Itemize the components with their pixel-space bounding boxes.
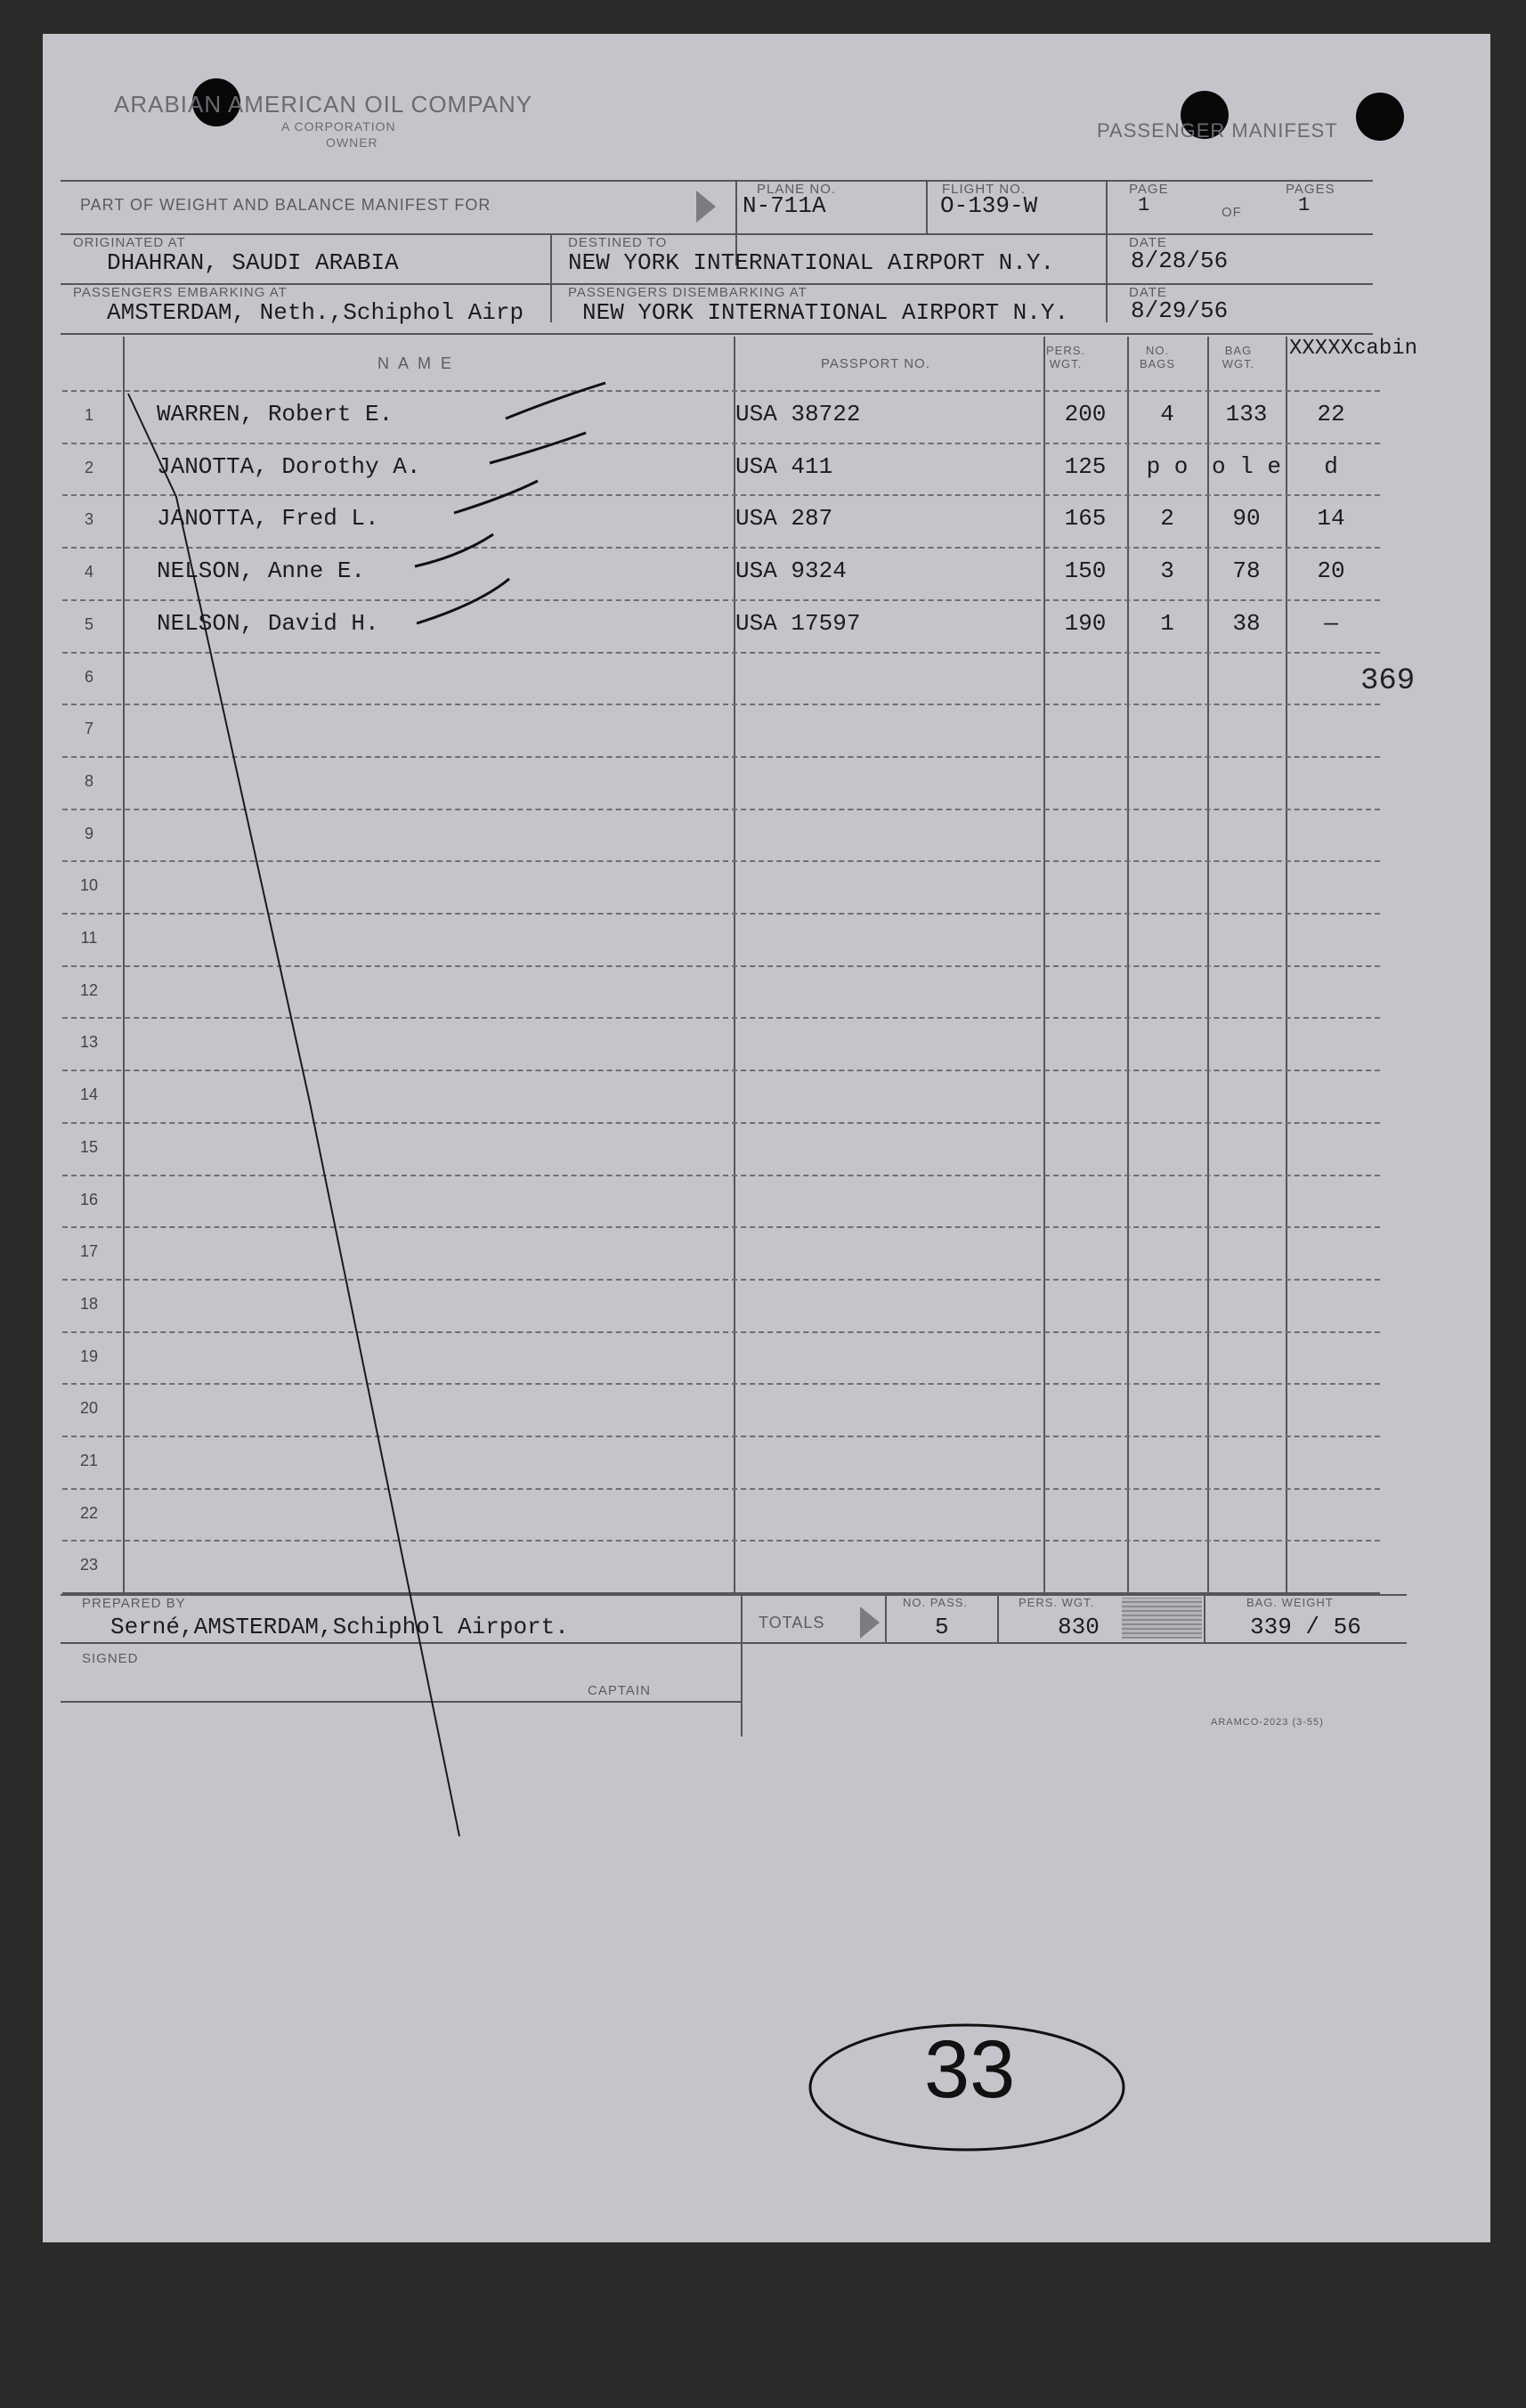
check-mark-5 [417,579,509,623]
passport-number: USA 17597 [735,609,861,637]
row-number: 14 [79,1086,99,1104]
row-number: 22 [79,1503,99,1522]
divider-pers-wgt [997,1594,999,1642]
header-bag-wgt: BAG WGT. [1222,344,1255,370]
cabin-bag-weight: — [1324,609,1338,637]
row-number: 18 [79,1294,99,1313]
divider-flight [926,180,928,233]
table-row-line [62,1488,1380,1490]
table-row-line [62,704,1380,705]
rule-top [61,180,1373,182]
table-row-line [62,1436,1380,1437]
table-row-line [62,860,1380,862]
pers-wgt-total: 830 [1058,1614,1100,1640]
personal-weight: 125 [1064,452,1107,480]
divider-destined [550,233,552,322]
captain-label: CAPTAIN [588,1683,651,1698]
row-number: 19 [79,1346,99,1365]
date-value: 8/28/56 [1131,248,1229,274]
embark-label: PASSENGERS EMBARKING AT [73,285,288,300]
circled-number [810,2020,1113,2153]
disembark-label: PASSENGERS DISEMBARKING AT [568,285,808,300]
row-number: 4 [84,563,93,582]
of-label: OF [1222,205,1242,220]
table-row-line [62,494,1380,496]
no-pass-label: NO. PASS. [903,1596,969,1609]
table-row-line [62,599,1380,601]
date-label: DATE [1129,235,1167,250]
row-number: 1 [84,406,93,424]
number-of-bags: p o [1146,452,1189,480]
passport-number: USA 38722 [735,401,861,427]
row-number: 15 [79,1137,99,1156]
header-name: N A M E [377,354,455,372]
header-pers-wgt: PERS. WGT. [1045,344,1085,370]
pages-number: 1 [1298,194,1311,216]
bag-weight-total: 339 / 56 [1250,1614,1361,1640]
row-number: 16 [79,1190,99,1208]
passport-number: USA 287 [735,505,833,533]
header-passport: PASSPORT NO. [821,356,930,371]
rule-info-1 [61,233,1373,235]
header-cabin-bag-typed: XXXXXcabin [1289,337,1418,361]
document-title: PASSENGER MANIFEST [1097,119,1338,142]
bag-weight: 38 [1232,609,1261,637]
row-number: 11 [80,929,98,947]
prepared-value: Serné,AMSTERDAM,Schiphol Airport. [110,1614,569,1640]
rule-info-3 [61,333,1373,335]
passenger-name: NELSON, David H. [157,609,379,637]
cabin-bag-weight: 14 [1317,505,1345,533]
bag-weight: o l e [1211,452,1281,480]
destined-label: DESTINED TO [568,235,668,250]
passenger-name: JANOTTA, Fred L. [157,505,379,533]
row-number: 10 [79,876,99,895]
row-number: 20 [79,1399,99,1418]
manifest-page [43,34,1490,2242]
table-row-line [62,390,1380,392]
bag-weight: 78 [1232,557,1261,585]
table-row-line [62,1070,1380,1071]
bag-weight-label: BAG. WEIGHT [1246,1596,1334,1609]
personal-weight: 200 [1064,401,1107,427]
signed-label: SIGNED [82,1651,139,1666]
row-number: 8 [84,771,93,790]
date2-value: 8/29/56 [1131,297,1229,324]
table-row-line [62,1122,1380,1124]
page-number: 1 [1138,194,1150,216]
pages-label: PAGES [1286,182,1335,197]
row-number: 2 [84,458,93,476]
check-mark-4 [415,534,493,566]
row-number: 6 [84,667,93,686]
divider-no-pass [885,1594,887,1642]
destined-value: NEW YORK INTERNATIONAL AIRPORT N.Y. [568,249,1055,276]
flight-number: O-139-W [940,192,1038,219]
rule-footer-mid [61,1642,1407,1644]
company-subtitle: A CORPORATION [281,119,396,134]
row-number: 21 [79,1452,99,1469]
divider-bag-weight [1204,1594,1205,1642]
row-number: 7 [84,720,93,738]
row-number: 13 [79,1033,99,1052]
header-cabin-bag [1289,337,1418,361]
number-of-bags: 4 [1160,401,1174,427]
bag-weight: 90 [1232,505,1261,533]
form-number: ARAMCO-2023 (3-55) [1211,1717,1324,1728]
table-row-line [62,1279,1380,1281]
row-number: 5 [84,614,93,633]
pers-wgt-label: PERS. WGT. [1019,1596,1095,1609]
header-no-bags: NO. BAGS [1139,344,1176,370]
passenger-name: NELSON, Anne E. [157,557,366,585]
number-of-bags: 1 [1160,609,1174,637]
check-mark-2 [490,433,586,463]
cabin-bag-weight: 20 [1317,557,1345,585]
row-number: 9 [84,824,93,842]
table-row-line [62,1017,1380,1019]
cabin-bag-weight: d [1324,452,1338,480]
prepared-label: PREPARED BY [82,1596,186,1611]
flight-label: FLIGHT NO. [942,182,1026,197]
rule-footer-bottom [61,1701,741,1703]
no-pass-value: 5 [935,1614,949,1640]
date2-label: DATE [1129,285,1167,300]
totals-arrow-icon [860,1607,880,1639]
pen-marks [43,34,1490,2242]
bag-weight: 133 [1225,401,1268,427]
number-of-bags: 2 [1160,505,1174,533]
side-note: 369 [1360,664,1416,698]
embark-value: AMSTERDAM, Neth.,Schiphol Airp [107,299,524,326]
passport-number: USA 411 [735,452,833,480]
check-mark-3 [454,481,538,513]
table-row-line [62,809,1380,810]
passenger-name: WARREN, Robert E. [157,401,394,427]
table-row-line [62,913,1380,915]
plane-label: PLANE NO. [757,182,837,197]
table-row-line [62,1331,1380,1333]
punch-hole-right [1356,93,1404,141]
number-of-bags: 3 [1160,557,1174,585]
company-name: ARABIAN AMERICAN OIL COMPANY [114,91,533,118]
table-row-line [62,965,1380,967]
totals-label: TOTALS [759,1614,825,1631]
table-row-line [62,1540,1380,1542]
row-number: 3 [84,510,93,529]
check-mark-1 [506,383,605,419]
personal-weight: 165 [1064,505,1107,533]
owner-label: OWNER [326,135,378,150]
row-number: 23 [79,1556,99,1574]
page-label: PAGE [1129,182,1169,197]
originated-label: ORIGINATED AT [73,235,186,250]
table-row-line [62,1226,1380,1228]
table-row-line [62,1383,1380,1385]
table-row-line [62,547,1380,549]
table-row-line [62,443,1380,444]
divider-page [1106,180,1108,322]
arrow-icon [696,191,716,223]
disembark-value: NEW YORK INTERNATIONAL AIRPORT N.Y. [582,299,1069,326]
table-row-line [62,1175,1380,1176]
circled-number-text: 33 [924,2024,1016,2115]
cabin-bag-weight: 22 [1317,401,1345,427]
redacted-box [1122,1598,1202,1639]
originated-value: DHAHRAN, SAUDI ARABIA [107,249,399,276]
row-number: 17 [79,1242,99,1261]
personal-weight: 150 [1064,557,1107,585]
row-number: 12 [79,980,99,999]
table-row-line [62,756,1380,758]
divider-totals [741,1594,743,1737]
table-row-line [62,652,1380,654]
personal-weight: 190 [1064,609,1107,637]
passport-number: USA 9324 [735,557,847,585]
plane-number: N-711A [743,192,826,219]
part-of-label: PART OF WEIGHT AND BALANCE MANIFEST FOR [80,196,491,214]
passenger-name: JANOTTA, Dorothy A. [157,452,421,480]
